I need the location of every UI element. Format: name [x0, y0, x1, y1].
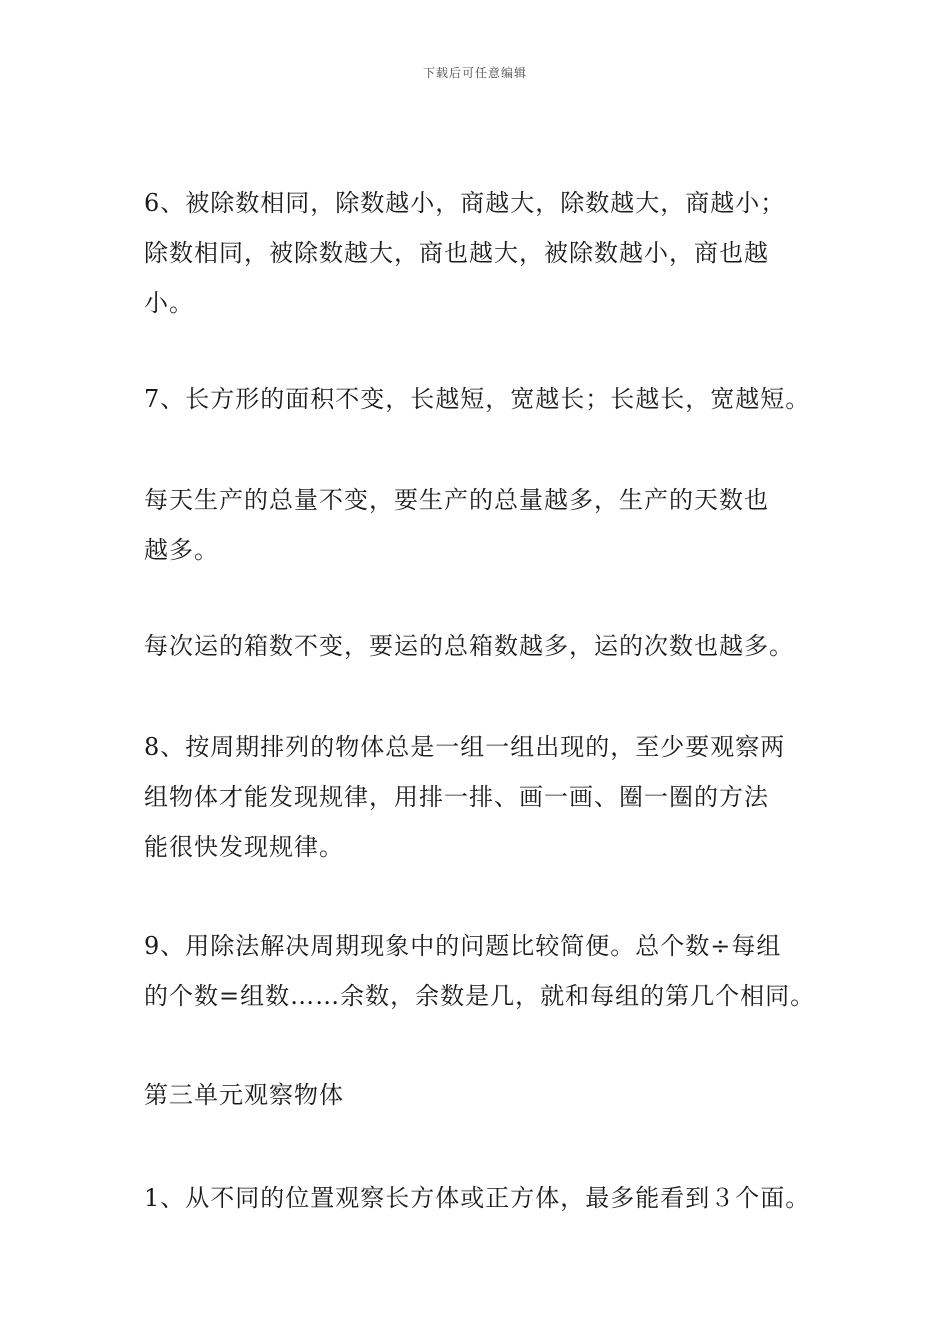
paragraph-unit3-rule-1: [144, 1173, 810, 1223]
text-line: 组物体才能发现规律，用排一排、画一画、圈一圈的方法: [144, 783, 769, 811]
text-line: 除数相同，被除数越大，商也越大，被除数越小，商也越: [144, 239, 769, 267]
section-heading-unit-3: [144, 1070, 344, 1120]
text-line: 8、按周期排列的物体总是一组一组出现的，至少要观察两: [144, 733, 786, 761]
paragraph-production: [144, 475, 769, 575]
text-line: 1、从不同的位置观察长方体或正方体，最多能看到３个面。: [144, 1184, 811, 1212]
paragraph-rule-8: [144, 722, 785, 872]
text-line: 的个数=组数……余数，余数是几，就和每组的第几个相同。: [144, 982, 816, 1010]
paragraph-transport: [144, 621, 794, 671]
text-line: 第三单元观察物体: [144, 1081, 344, 1109]
text-line: 6、被除数相同，除数越小，商越大，除数越大，商越小；: [144, 189, 786, 217]
text-line: 9、用除法解决周期现象中的问题比较简便。总个数÷每组: [144, 932, 782, 960]
page-header: 下载后可任意编辑: [422, 66, 527, 80]
text-line: 每次运的箱数不变，要运的总箱数越多，运的次数也越多。: [144, 632, 794, 660]
text-line: 越多。: [144, 536, 219, 564]
paragraph-rule-6: [144, 178, 785, 328]
text-line: 小。: [144, 289, 194, 317]
paragraph-rule-7: [144, 374, 810, 424]
text-line: 7、长方形的面积不变，长越短，宽越长；长越长，宽越短。: [144, 385, 811, 413]
paragraph-rule-9: [144, 921, 815, 1021]
text-line: 能很快发现规律。: [144, 833, 344, 861]
text-line: 每天生产的总量不变，要生产的总量越多，生产的天数也: [144, 486, 769, 514]
